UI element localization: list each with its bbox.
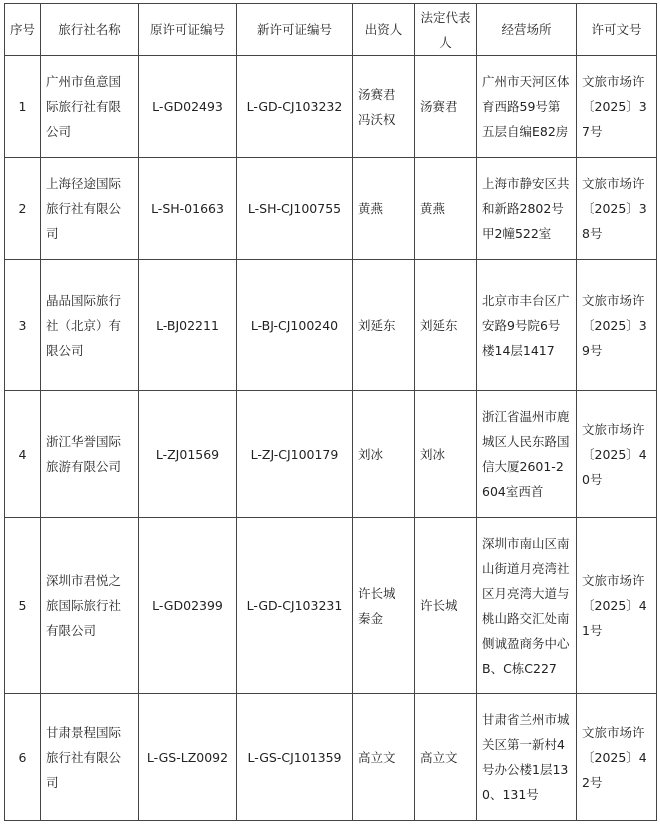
header-address: 经营场所	[477, 4, 577, 56]
cell-old-license: L-ZJ01569	[139, 391, 237, 518]
cell-agency-name: 浙江华誉国际旅游有限公司	[41, 391, 139, 518]
table-row	[5, 56, 657, 158]
cell-investor	[353, 158, 415, 260]
header-new-license: 新许可证编号	[237, 4, 353, 56]
table-row	[5, 391, 657, 518]
cell-agency-name: 晶品国际旅行社（北京）有限公司	[41, 260, 139, 391]
cell-old-license: L-GD02493	[139, 56, 237, 158]
cell-agency-name: 上海径途国际旅行社有限公司	[41, 158, 139, 260]
cell-seq: 5	[5, 518, 41, 694]
cell-seq: 2	[5, 158, 41, 260]
cell-investor	[353, 391, 415, 518]
cell-permit-no: 文旅市场许〔2025〕37号	[577, 56, 657, 158]
cell-old-license: L-GS-LZ0092	[139, 694, 237, 821]
license-table	[4, 3, 657, 821]
header-legal-rep: 法定代表人	[415, 4, 477, 56]
header-permit-no: 许可文号	[577, 4, 657, 56]
cell-permit-no: 文旅市场许〔2025〕39号	[577, 260, 657, 391]
cell-agency-name: 甘肃景程国际旅行社有限公司	[41, 694, 139, 821]
cell-address: 北京市丰台区广安路9号院6号楼14层1417	[477, 260, 577, 391]
cell-address: 上海市静安区共和新路2802号甲2幢522室	[477, 158, 577, 260]
cell-new-license: L-GD-CJ103231	[237, 518, 353, 694]
cell-new-license: L-GD-CJ103232	[237, 56, 353, 158]
cell-permit-no: 文旅市场许〔2025〕42号	[577, 694, 657, 821]
cell-new-license: L-SH-CJ100755	[237, 158, 353, 260]
header-investor: 出资人	[353, 4, 415, 56]
cell-new-license: L-GS-CJ101359	[237, 694, 353, 821]
cell-legal-rep: 刘延东	[415, 260, 477, 391]
cell-seq: 4	[5, 391, 41, 518]
header-seq: 序号	[5, 4, 41, 56]
table-row	[5, 260, 657, 391]
table-row	[5, 694, 657, 821]
table-row	[5, 158, 657, 260]
table-header-row	[5, 4, 657, 56]
cell-investor	[353, 56, 415, 158]
cell-old-license: L-BJ02211	[139, 260, 237, 391]
investor-name: 刘冰	[358, 446, 384, 462]
cell-permit-no: 文旅市场许〔2025〕40号	[577, 391, 657, 518]
cell-legal-rep: 刘冰	[415, 391, 477, 518]
cell-address: 甘肃省兰州市城关区第一新村4号办公楼1层130、131号	[477, 694, 577, 821]
investor-name: 高立文	[358, 749, 396, 765]
investor-name: 冯沃权	[358, 111, 396, 127]
cell-address: 广州市天河区体育西路59号第五层自编E82房	[477, 56, 577, 158]
investor-name: 许长城	[358, 585, 396, 601]
cell-address: 深圳市南山区南山街道月亮湾社区月亮湾大道与桃山路交汇处南侧诚盈商务中心B、C栋C227	[477, 518, 577, 694]
cell-agency-name: 广州市鱼意国际旅行社有限公司	[41, 56, 139, 158]
cell-seq: 1	[5, 56, 41, 158]
cell-legal-rep: 黄燕	[415, 158, 477, 260]
cell-legal-rep: 汤赛君	[415, 56, 477, 158]
cell-seq: 6	[5, 694, 41, 821]
investor-name: 汤赛君	[358, 86, 396, 102]
cell-investor	[353, 518, 415, 694]
investor-name: 秦金	[358, 610, 384, 626]
cell-legal-rep: 高立文	[415, 694, 477, 821]
cell-investor	[353, 694, 415, 821]
cell-address: 浙江省温州市鹿城区人民东路国信大厦2601-2604室西首	[477, 391, 577, 518]
cell-new-license: L-ZJ-CJ100179	[237, 391, 353, 518]
cell-old-license: L-SH-01663	[139, 158, 237, 260]
header-old-license: 原许可证编号	[139, 4, 237, 56]
investor-name: 黄燕	[358, 201, 384, 216]
cell-old-license: L-GD02399	[139, 518, 237, 694]
header-agency-name: 旅行社名称	[41, 4, 139, 56]
cell-agency-name: 深圳市君悦之旅国际旅行社有限公司	[41, 518, 139, 694]
table-row	[5, 518, 657, 694]
cell-investor	[353, 260, 415, 391]
cell-legal-rep: 许长城	[415, 518, 477, 694]
cell-new-license: L-BJ-CJ100240	[237, 260, 353, 391]
cell-seq: 3	[5, 260, 41, 391]
investor-name: 刘延东	[358, 317, 396, 333]
cell-permit-no: 文旅市场许〔2025〕41号	[577, 518, 657, 694]
cell-permit-no: 文旅市场许〔2025〕38号	[577, 158, 657, 260]
